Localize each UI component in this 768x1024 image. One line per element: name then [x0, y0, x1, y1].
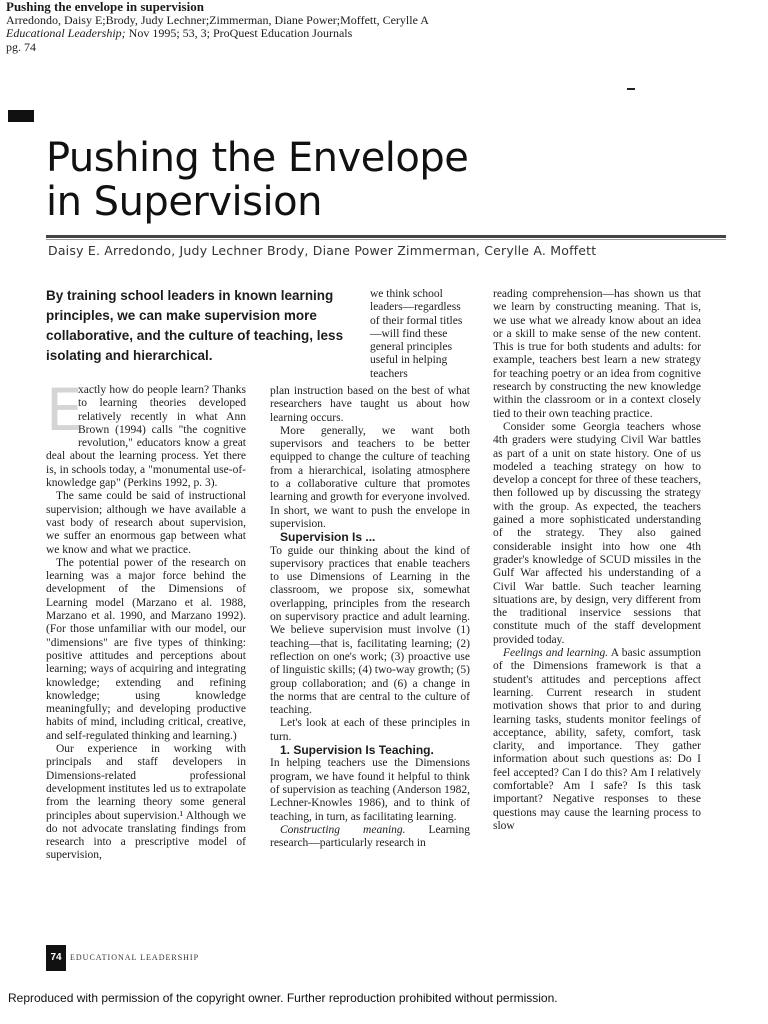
subhead: 1. Supervision Is Teaching.: [280, 743, 434, 758]
paragraph: In helping teachers use the Dimensions program, we have found it helpful to think of supervision as teaching (Anderson 1982, Lechner-Knowles 1986), and to think of teaching, in turn, as facilitating learning.: [270, 757, 470, 823]
paragraph: [493, 647, 701, 833]
paragraph: Consider some Georgia teachers whose 4th graders were studying Civil War battles as part of a unit on state history. One of us modeled a teaching strategy on how to develop a concept for three of these teachers, then followed up by discussing the strategy with the group. As expected, the teachers gained a more sophisticated understanding of the strategy. They also gained considerable insight into how one 4th grader's knowledge of SCUD missiles in the Gulf War affected his understanding of a Civil War battle. Such teacher learning situations are, by design, very different from the traditional inservice sessions that constitute much of the staff development provided today.: [493, 420, 701, 646]
column-2-top: we think school leaders—regardless of their formal titles—will find these general principles useful in helping teachers: [370, 288, 463, 380]
column-2: [270, 385, 470, 850]
paragraph-text: A basic assumption of the Dimensions framework is that a student's attitudes and perceptions affect learning. Current research in student motivation shows that prior to and during learning tasks, students monitor feelings of acceptance, ability, safety, comfort, task clarity, and importance. They gather information about such questions as: Do I feel accepted? Can I do this? Am I relatively comfortable? Am I safe? Is this task important? Negative responses to these questions may cause the learning process to slow: [493, 647, 701, 832]
paragraph: Our experience in working with principals and staff developers in Dimensions-related professional development institutes led us to extrapolate from the learning theory some general principles about supervision.¹ Although we do not advocate translating findings from research into a prescriptive model of supervision,: [46, 743, 246, 862]
citation-title: Pushing the envelope in supervision: [6, 0, 204, 14]
paragraph: plan instruction based on the best of what researchers have taught us about how learning occurs.: [270, 385, 470, 424]
byline: Daisy E. Arredondo, Judy Lechner Brody, Diane Power Zimmerman, Cerylle A. Moffett: [48, 243, 597, 258]
paragraph-text: Learning research—particularly research in: [270, 823, 470, 850]
title-rule-thin: [46, 239, 726, 240]
citation-page: pg. 74: [6, 39, 36, 54]
title-rule: [46, 235, 726, 238]
paragraph: [270, 824, 470, 851]
citation-journal: Educational Leadership;: [6, 26, 126, 40]
article-title: [46, 136, 606, 224]
copyright-notice: Reproduced with permission of the copyright owner. Further reproduction prohibited without permission.: [8, 991, 558, 1005]
article-deck: By training school leaders in known learning principles, we can make supervision more collaborative, and the culture of teaching, less isolating and hierarchical.: [46, 288, 344, 363]
section-marker-block: [8, 110, 34, 122]
page-number: 74: [46, 945, 66, 971]
paragraph: More generally, we want both supervisors and teachers to be better equipped to change the culture of teaching from a hierarchical, isolating atmosphere to a collaborative culture that promotes learning and growth for everyone involved. In short, we want to push the envelope in supervision.: [270, 424, 470, 530]
publication-name: EDUCATIONAL LEADERSHIP: [70, 953, 200, 962]
run-in-head: Feelings and learning.: [503, 647, 609, 660]
citation-header: [6, 0, 429, 54]
citation-authors: Arredondo, Daisy E;Brody, Judy Lechner;Zimmerman, Diane Power;Moffett, Cerylle A: [6, 12, 429, 27]
paragraph: The same could be said of instructional supervision; although we have available a vast body of research about supervision, we suffer an enormous gap between what we know and what we practice.: [46, 490, 246, 556]
title-line-2: in Supervision: [46, 179, 322, 225]
paragraph: reading comprehension—has shown us that we learn by constructing meaning. That is, we use what we already know about an idea or a skill to make sense of the new content. This is true for both students and adults: for example, teachers best learn a new strategy for teaching poetry or an idea from cognitive research by constructing the new knowledge within the classroom or in a context closely tied to their own teaching practice.: [493, 288, 701, 420]
paragraph: The potential power of the research on learning was a major force behind the development of the Dimensions of Learning model (Marzano et al. 1988, Marzano et al. 1990, and Marzano 1992). (For those unfamiliar with our model, our "dimensions" are five types of thinking: positive attitudes and perceptions about learning; ways of acquiring and integrating knowledge; extending and refining knowledge; using knowledge meaningfully; and developing productive habits of mind, including critical, creative, and self-regulated thinking and learning.): [46, 556, 246, 742]
run-in-head: Constructing meaning.: [280, 823, 406, 836]
title-line-1: Pushing the Envelope: [46, 135, 469, 181]
column-1: [46, 376, 246, 863]
paragraph: Let's look at each of these principles in turn.: [270, 717, 470, 743]
citation-source: [6, 27, 429, 41]
citation-issue: Nov 1995; 53, 3; ProQuest Education Journals: [125, 26, 353, 40]
paragraph: To guide our thinking about the kind of supervisory practices that enable teachers to use Dimensions of Learning in the classroom, we propose six, somewhat overlapping, principles from the research on supervisory practice and adult learning. We believe supervision must involve (1) teaching—that is, facilitating learning; (2) reflection on one's work; (3) proactive use of linguistic skills; (4) two-way growth; (5) group collaboration; and (6) a change in the norms that are central to the culture of teaching.: [270, 544, 470, 717]
scan-mark: [627, 88, 635, 90]
column-3: [493, 288, 701, 833]
drop-cap: E: [46, 376, 83, 444]
subhead: Supervision Is ...: [280, 530, 376, 545]
paragraph: xactly how do people learn? Thanks to learning theories developed relatively recently in what Ann Brown (1994) calls "the cognitive revolution," educators know a great deal about the learning process. Yet there is, in schools today, a "monumental use-of-knowledge gap" (Perkins 1992, p. 3).: [46, 384, 246, 490]
